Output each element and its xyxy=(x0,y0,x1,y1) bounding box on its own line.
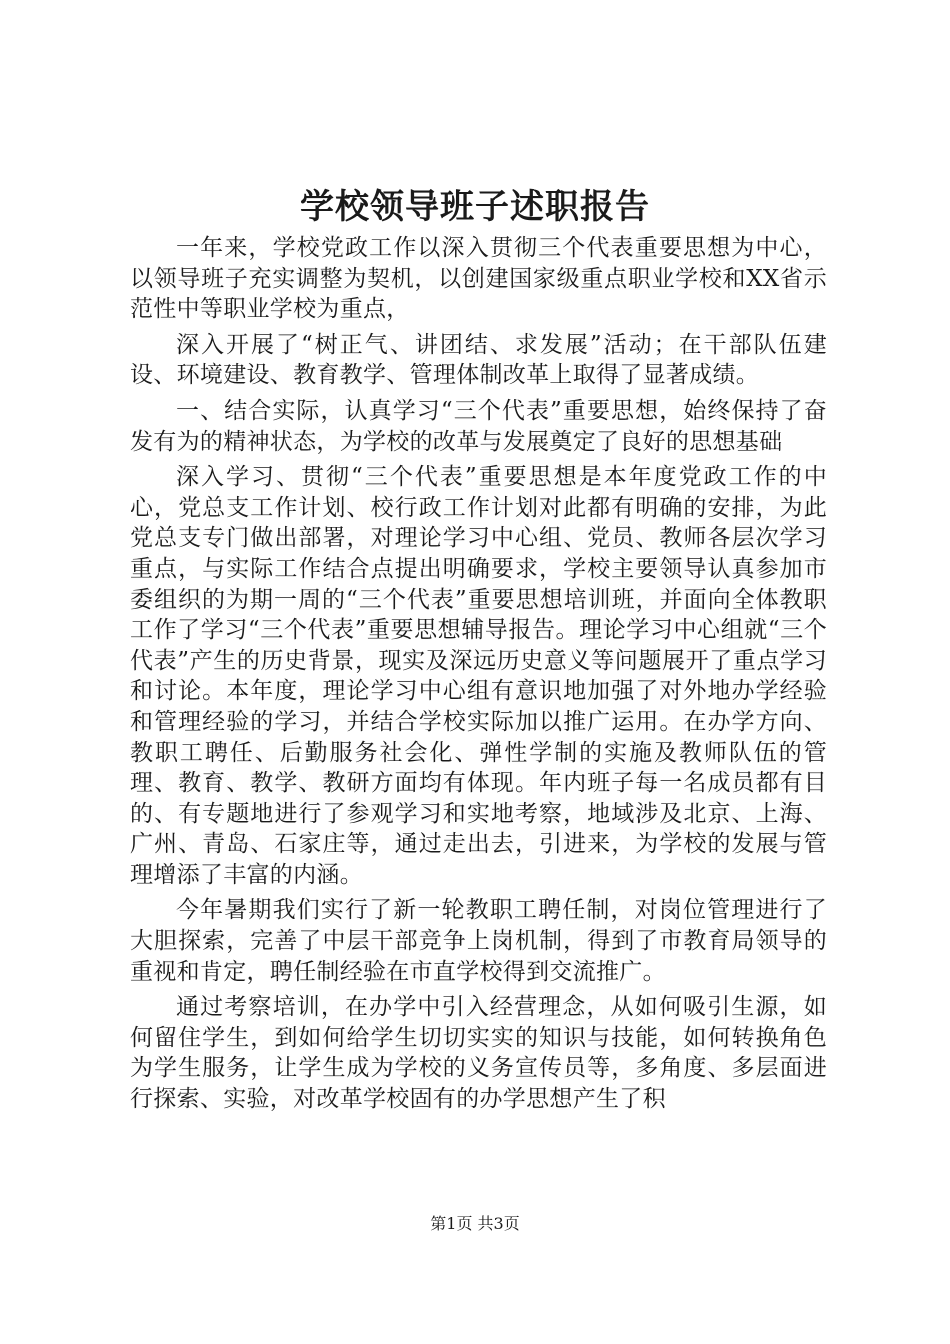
paragraph-activity: 深入开展了“树正气、讲团结、求发展”活动；在干部队伍建设、环境建设、教育教学、管理体制改革上取得了显著成绩。 xyxy=(130,331,827,389)
paragraph-training: 通过考察培训，在办学中引入经营理念，从如何吸引生源，如何留住学生，到如何给学生切切实实的知识与技能，如何转换角色为学生服务，让学生成为学校的义务宣传员等，多角度、多层面进行探索、实验，对改革学校固有的办学思想产生了积 xyxy=(130,994,827,1113)
paragraph-intro: 一年来，学校党政工作以深入贯彻三个代表重要思想为中心，以领导班子充实调整为契机，以创建国家级重点职业学校和XX省示范性中等职业学校为重点， xyxy=(130,235,827,323)
document-title: 学校领导班子述职报告 xyxy=(300,187,650,227)
section-heading-1: 一、结合实际，认真学习“三个代表”重要思想，始终保持了奋发有为的精神状态，为学校的改革与发展奠定了良好的思想基础 xyxy=(130,397,827,455)
page-footer: 第1页 共3页 xyxy=(430,1214,520,1233)
paragraph-hiring: 今年暑期我们实行了新一轮教职工聘任制，对岗位管理进行了大胆探索，完善了中层干部竞争上岗机制，得到了市教育局领导的重视和肯定，聘任制经验在市直学校得到交流推广。 xyxy=(130,897,827,985)
document-body xyxy=(130,233,827,1120)
paragraph-study: 深入学习、贯彻“三个代表”重要思想是本年度党政工作的中心，党总支工作计划、校行政工作计划对此都有明确的安排，为此党总支专门做出部署，对理论学习中心组、党员、教师各层次学习重点，与实际工作结合点提出明确要求，学校主要领导认真参加市委组织的为期一周的“三个代表”重要思想培训班，并面向全体教职工作了学习“三个代表”重要思想辅导报告。理论学习中心组就“三个代表”产生的历史背景，现实及深远历史意义等问题展开了重点学习和讨论。本年度，理论学习中心组有意识地加强了对外地办学经验和管理经验的学习，并结合学校实际加以推广运用。在办学方向、教职工聘任、后勤服务社会化、弹性学制的实施及教师队伍的管理、教育、教学、教研方面均有体现。年内班子每一名成员都有目的、有专题地进行了参观学习和实地考察，地域涉及北京、上海、广州、青岛、石家庄等，通过走出去，引进来，为学校的发展与管理增添了丰富的内涵。 xyxy=(130,464,827,888)
